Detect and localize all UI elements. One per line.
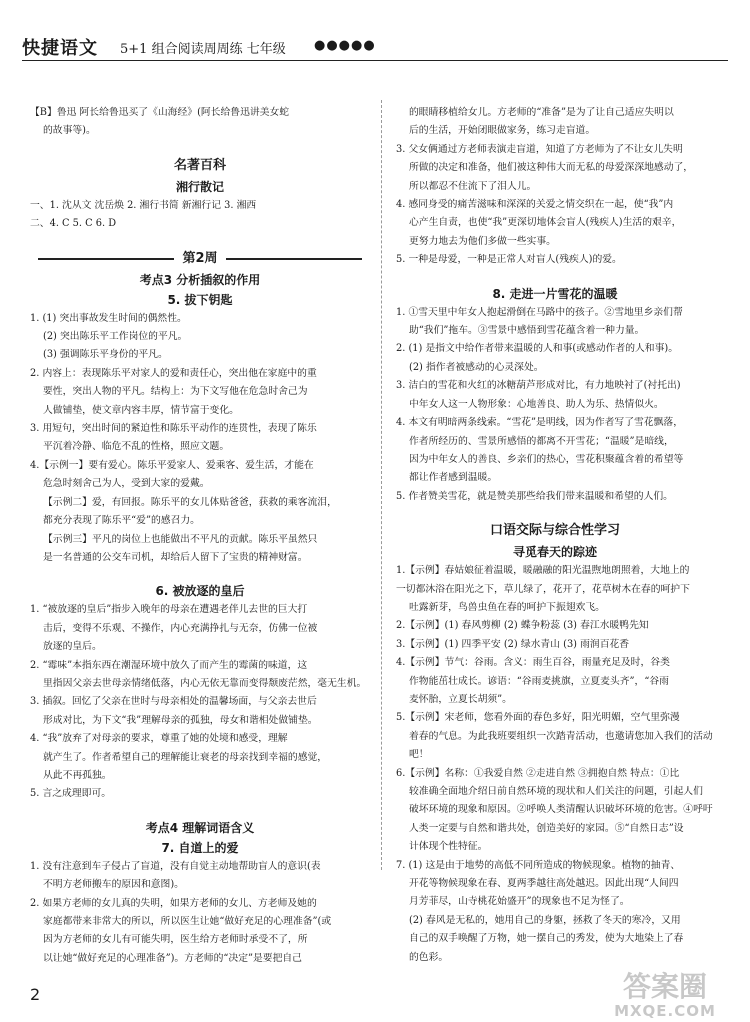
spring-answers	[396, 562, 714, 967]
article-8-answers	[396, 304, 714, 506]
answer-line: 1. 没有注意到车子侵占了盲道，没有自觉主动地帮助盲人的意识(表	[30, 860, 321, 872]
answer-line: 人做铺垫，使文章内容丰厚，情节富于变化。	[43, 404, 239, 416]
answer-line: (3) 强调陈乐平身份的平凡。	[43, 349, 168, 361]
page-number: 2	[30, 985, 41, 1004]
answer-line: 计体现个性特征。	[409, 841, 488, 853]
answer-line: 一切都沐浴在阳光之下，草儿绿了，花开了，花草树木在春的呵护下	[396, 583, 690, 595]
answer-line: 因为方老师的女儿有可能失明，医生给方老师时承受不了，所	[43, 934, 308, 946]
column-divider	[381, 100, 382, 870]
answer-line: 1. “被放逐的皇后”指步入晚年的母亲在遭遇老伴儿去世的巨大打	[30, 604, 308, 616]
answer-line: 1.【示例】春姑娘征着温暖，暖融融的阳光温煦地朗照着，大地上的	[396, 565, 690, 577]
answer-line: 一、1. 沈从文 沈岳焕 2. 湘行书简 新湘行记 3. 湘西	[30, 199, 257, 211]
answer-line: 助“我们”拖车。③雪景中感悟到雪花蕴含着一种力量。	[409, 325, 645, 337]
subsection-title-xiangxing: 湘行散记	[175, 179, 224, 194]
mingzhu-answers	[30, 197, 370, 234]
answer-line: 的色彩。	[409, 951, 449, 963]
answer-line: 【B】鲁迅 阿长给鲁迅买了《山海经》(阿长给鲁迅讲美女蛇	[30, 107, 290, 118]
answer-line: 3. 用短句，突出时间的紧迫性和陈乐平动作的连贯性，表现了陈乐	[30, 423, 317, 435]
answer-line: 形成对比，为下文“我”理解母亲的孤独，母女和谐相处做铺垫。	[43, 714, 318, 726]
answer-line: 作物能茁壮成长。谚语：“谷雨麦挑旗，立夏麦头齐”，“谷雨	[409, 675, 669, 687]
answer-line: 1. ①雪天里中年女人抱起滑倒在马路中的孩子。②雪地里乡亲们帮	[396, 306, 683, 318]
answer-line: (2) 突出陈乐平工作岗位的平凡。	[43, 331, 188, 343]
answer-line: 吐露新芽，鸟兽虫鱼在春的呵护下振翅欢飞。	[409, 601, 605, 613]
answer-line: 就产生了。作者希望自己的理解能让衰老的母亲找到幸福的感觉，	[43, 751, 328, 763]
answer-line: 5. 作者赞美雪花，就是赞美那些给我们带来温暖和希望的人们。	[396, 490, 673, 502]
article-8-title: 8. 走进一片雪花的温暖	[492, 286, 618, 301]
subsection-title-spring: 寻觅春天的踪迹	[512, 545, 597, 560]
watermark-logo-text: 答案圈	[622, 970, 707, 1003]
answer-line: 家庭都带来非常大的所以，所以医生让她“做好充足的心理准备”(或	[43, 916, 332, 927]
article-5-answers	[30, 310, 370, 568]
article-6-title: 6. 被放逐的皇后	[155, 584, 245, 599]
answer-line: 2.【示例】(1) 春风剪柳 (2) 蝶争粉蕊 (3) 春江水暖鸭先知	[396, 620, 649, 632]
answer-line: 开花等物候现象在春、夏两季越往高处越迟。因此出现“人间四	[409, 878, 679, 890]
answer-line: 4.【示例】节气：谷雨。含义：雨生百谷，雨量充足及时，谷类	[396, 657, 670, 669]
answer-line: 3.【示例】(1) 四季平安 (2) 绿水青山 (3) 雨润百花香	[396, 638, 630, 650]
kaodian-4-heading: 考点4 理解词语含义	[145, 820, 255, 835]
left-column	[30, 104, 370, 968]
answer-line: 1. (1) 突出事故发生时间的偶然性。	[30, 312, 187, 324]
answer-line: 更努力地去为他们多做一些实事。	[409, 235, 556, 247]
answer-line: 3. 洁白的雪花和火红的冰糖葫芦形成对比，有力地映衬了(衬托出)	[396, 380, 681, 392]
article-6-answers	[30, 601, 370, 803]
answer-line: 吧！	[409, 749, 429, 761]
answer-line: 自己的双手唤醒了万物，她一摆自己的秀发，使为大地染上了春	[409, 933, 684, 945]
article-7-answers-cont	[396, 104, 714, 270]
answer-line: 5. 一种是母爱，一种是正常人对盲人(残疾人)的爱。	[396, 254, 622, 266]
answer-line: 从此不再孤独。	[43, 769, 112, 781]
answer-line: 平沉着冷静、临危不乱的性格，照应文题。	[43, 441, 230, 453]
answer-line: 5. 言之成理即可。	[30, 788, 112, 800]
answer-line: (2) 春风是无私的，她用自己的身躯，拯救了冬天的寒冷，又用	[409, 914, 681, 926]
article-5-title: 5. 拔下钥匙	[167, 292, 233, 307]
page-header	[22, 32, 728, 58]
answer-line: 3. 插叙。回忆了父亲在世时与母亲相处的温馨场面，与父亲去世后	[30, 696, 317, 708]
answer-line: 都让作者感到温暖。	[409, 472, 498, 484]
answer-line: 4. 感同身受的痛苦滋味和深深的关爱之情交织在一起，使“我”内	[396, 199, 674, 211]
answer-line: 2. (1) 是指文中给作者带来温暖的人和事(或感动作者的人和事)。	[396, 343, 679, 355]
answer-line: 里指因父亲去世母亲情绪低落，内心无依无靠而变得颓废茫然，毫无生机。	[43, 677, 367, 689]
intro-block	[30, 104, 370, 141]
watermark	[600, 972, 730, 1020]
answer-line: 后的生活，开始闭眼做家务，练习走盲道。	[409, 125, 596, 137]
answer-line: 2. 如果方老师的女儿真的失明，如果方老师的女儿、方老师及她的	[30, 897, 317, 909]
answer-line: 是一名普通的公交车司机，却给后人留下了宝贵的精神财富。	[43, 551, 308, 563]
answer-line: 【示例二】爱，有回报。陈乐平的女儿体贴爸爸，获救的乘客流泪，	[43, 496, 337, 508]
answer-line: 6.【示例】名称：①我爱自然 ②走进自然 ③拥抱自然 特点：①比	[396, 767, 680, 779]
answer-line: 危急时刻舍己为人，受到大家的爱戴。	[43, 478, 210, 490]
answer-line: 心产生自责，也使“我”更深切地体会盲人(残疾人)生活的艰辛，	[409, 217, 682, 229]
answer-line: 所以都忍不住流下了泪人儿。	[409, 180, 537, 192]
answer-line: 2. 内容上：表现陈乐平对家人的爱和责任心，突出他在家庭中的重	[30, 367, 317, 379]
answer-line: 放逐的皇后。	[43, 641, 102, 653]
answer-line: 破坏环境的现象和原因。②呼唤人类清醒认识破坏环境的危害。④呼吁	[409, 804, 713, 816]
answer-line: 4. 本文有明暗两条线索。“雪花”是明线，因为作者写了雪花飘落，	[396, 417, 683, 429]
week-heading: 第2周	[30, 248, 370, 270]
answer-line: 中年女人这一人物形象：心地善良、助人为乐、热情似火。	[409, 398, 664, 410]
answer-line: 作者所经历的、雪景所感悟的都离不开雪花；“温暖”是暗线，	[409, 435, 674, 447]
answer-line: 的故事等)。	[43, 125, 96, 137]
answer-line: 的眼睛移植给女儿。方老师的“准备”是为了让自己适应失明以	[409, 107, 674, 118]
answer-line: 二、4. C 5. C 6. D	[30, 218, 117, 230]
section-title-kouyu: 口语交际与综合性学习	[489, 523, 620, 539]
watermark-url: MXQE.COM	[614, 1002, 716, 1020]
answer-line: 4. “我”放弃了对母亲的要求，尊重了她的处境和感受，理解	[30, 733, 288, 745]
article-7-title: 7. 自道上的爱	[161, 840, 239, 855]
answer-line: 人类一定要与自然和谐共处，创造美好的家园。⑤“自然日志”设	[409, 822, 684, 834]
answer-line: 7. (1) 这是由于地势的高低不同所造成的物候现象。植物的抽青、	[396, 859, 681, 871]
answer-line: 因为中年女人的善良、乡亲们的热心，雪花积聚蕴含着的希望等	[409, 453, 684, 465]
answer-line: 【示例三】平凡的岗位上也能做出不平凡的贡献。陈乐平虽然只	[43, 533, 318, 545]
answer-line: 着春的气息。为此我班要组织一次踏青活动，也邀请您加入我们的活动	[409, 730, 713, 742]
header-rule	[22, 60, 728, 61]
section-title-mingzhu: 名著百科	[173, 157, 226, 173]
answer-line: (2) 指作者被感动的心灵深处。	[409, 361, 544, 373]
answer-line: 月芳菲尽，山寺桃花始盛开”的现象也不足为怪了。	[409, 896, 630, 908]
answer-line: 5.【示例】宋老师，您看外面的春色多好，阳光明媚，空气里弥漫	[396, 712, 680, 724]
header-dots: ●●●●●	[314, 38, 376, 53]
series-title: 5+1 组合阅读周周练 七年级	[120, 42, 286, 57]
answer-line: 较准确全面地介绍日前自然环境的现状和人们关注的问题，引起人们	[409, 786, 703, 797]
answer-line: 不明方老师搬车的原因和意图)。	[43, 879, 184, 891]
answer-line: 4.【示例一】要有爱心。陈乐平爱家人、爱乘客、爱生活，才能在	[30, 459, 314, 471]
answer-line: 3. 父女俩通过方老师表演走盲道，知道了方老师为了不让女儿失明	[396, 143, 683, 155]
kaodian-3-heading: 考点3 分析插叙的作用	[139, 272, 261, 287]
answer-line: 击后，变得不乐观、不操作，内心充满挣扎与无奈，仿佛一位被	[43, 622, 318, 634]
brand-title: 快捷语文	[22, 38, 98, 59]
article-7-answers	[30, 858, 370, 968]
answer-line: 以让她“做好充足的心理准备”)。方老师的“决定”是要把自己	[43, 952, 302, 964]
answer-line: 都充分表现了陈乐平“爱”的感召力。	[43, 515, 200, 527]
answer-line: 要性，突出人物的平凡。结构上：为下文写他在危急时舍己为	[43, 386, 308, 398]
answer-line: 2. “霉味”本指东西在潮湿环境中放久了而产生的霉菌的味道，这	[30, 659, 308, 671]
answer-line: 所做的决定和准备，他们被这种伟大而无私的母爱深深地感动了，	[409, 162, 694, 174]
right-column	[396, 104, 714, 967]
answer-line: 麦怀胎，立夏长胡须”。	[409, 693, 512, 705]
